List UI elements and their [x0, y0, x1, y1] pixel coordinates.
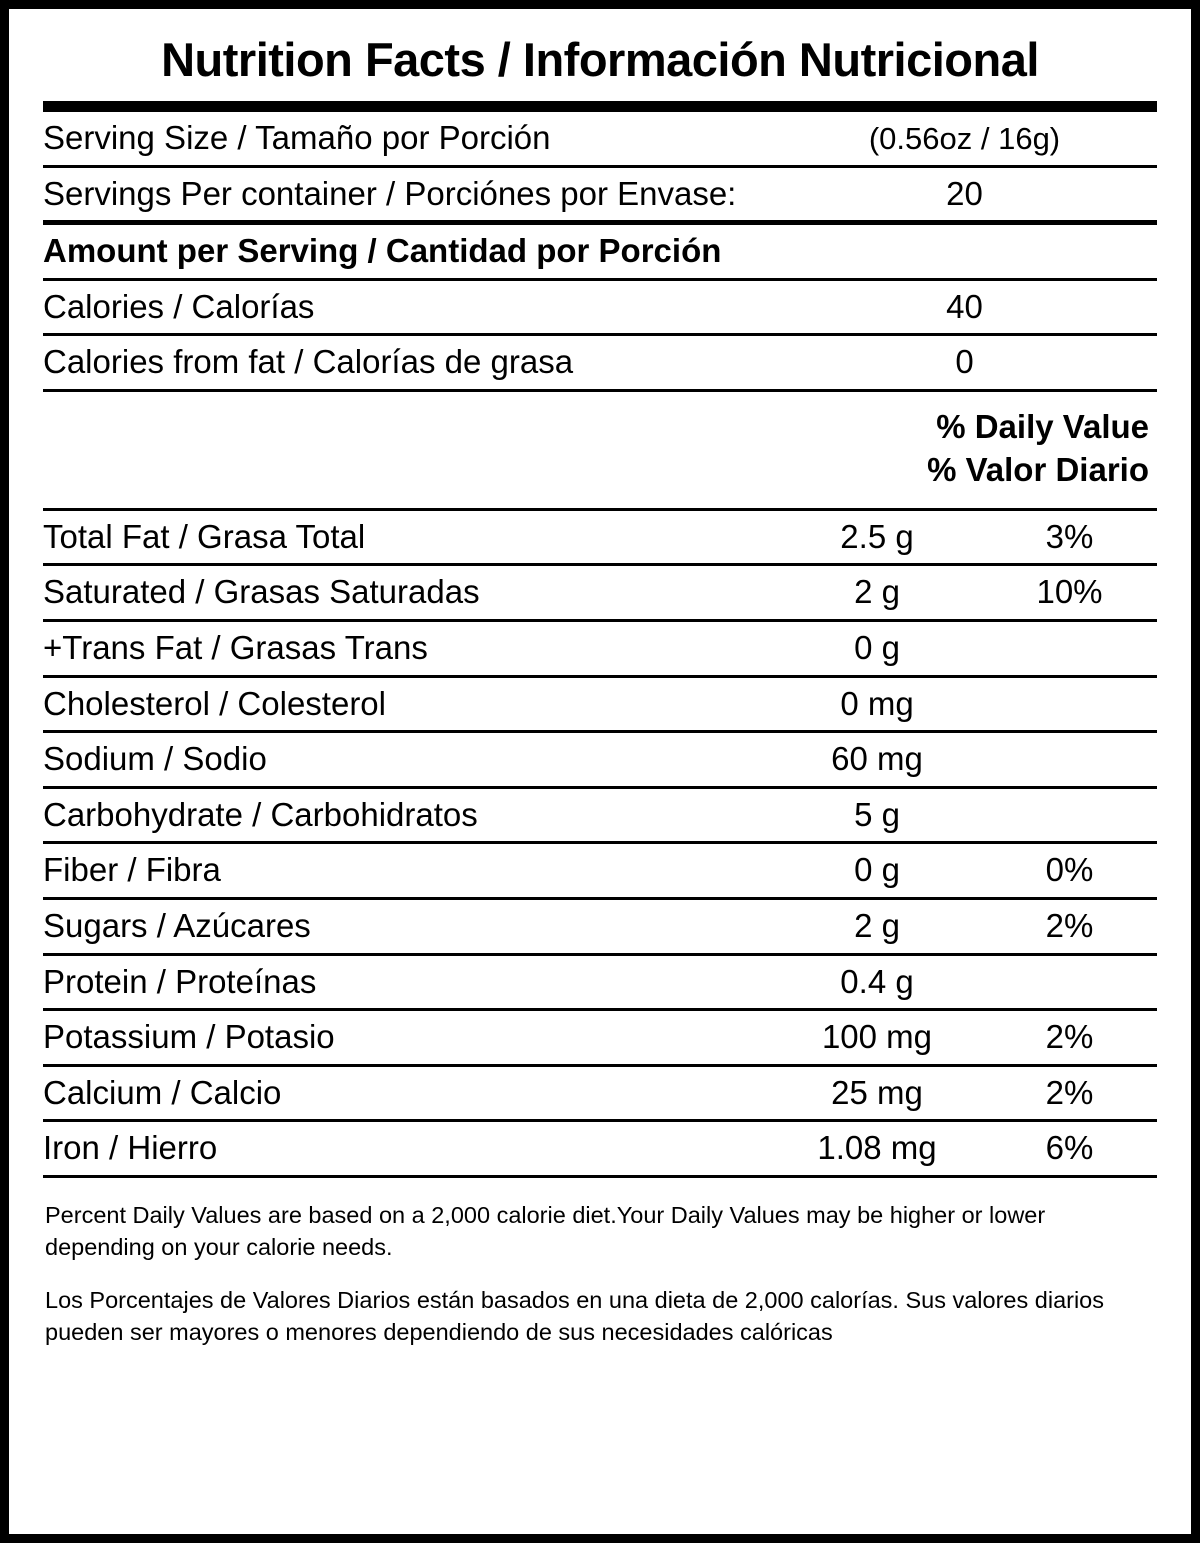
nutrient-amount: 0.4 g [840, 962, 914, 1000]
nutrient-daily-value: 0% [1045, 851, 1094, 889]
nutrient-name: +Trans Fat / Grasas Trans [43, 628, 428, 666]
nutrient-row [43, 900, 1157, 953]
calories-from-fat-row [43, 336, 1157, 389]
nutrient-row [43, 678, 1157, 731]
nutrient-amount: 0 g [854, 628, 900, 666]
nutrient-amount: 0 mg [840, 684, 914, 722]
nutrient-amount: 60 mg [831, 740, 923, 778]
calories-from-fat-value: 0 [955, 343, 974, 381]
nutrient-row [43, 511, 1157, 564]
nutrient-amount: 2 g [854, 573, 900, 611]
nutrient-amount: 1.08 mg [817, 1129, 937, 1167]
nutrient-amount: 2.5 g [840, 517, 914, 555]
amount-per-serving-label: Amount per Serving / Cantidad por Porción [43, 232, 722, 270]
divider-thick-top [43, 101, 1157, 112]
footnote-english: Percent Daily Values are based on a 2,000 calorie diet.Your Daily Values may be higher or lower depending on your calorie needs. [45, 1201, 1046, 1260]
nutrient-row [43, 789, 1157, 842]
footnotes [43, 1178, 1157, 1349]
amount-per-serving-row [43, 225, 1157, 278]
nutrient-row [43, 844, 1157, 897]
nutrient-name: Total Fat / Grasa Total [43, 517, 366, 555]
nutrient-daily-value: 3% [1045, 517, 1094, 555]
nutrient-daily-value: 2% [1045, 1073, 1094, 1111]
nutrient-name: Sodium / Sodio [43, 740, 267, 778]
nutrient-daily-value: 2% [1045, 1018, 1094, 1056]
nutrient-row [43, 1067, 1157, 1120]
nutrient-amount: 100 mg [821, 1018, 933, 1056]
serving-size-row [43, 112, 1157, 165]
calories-value: 40 [946, 287, 983, 325]
daily-value-header-es: % Valor Diario [927, 450, 1149, 488]
nutrient-daily-value: 6% [1045, 1129, 1094, 1167]
calories-row [43, 281, 1157, 334]
nutrient-name: Cholesterol / Colesterol [43, 684, 386, 722]
daily-value-header [43, 392, 1157, 502]
daily-value-header-en: % Daily Value [936, 408, 1149, 446]
servings-per-container-label: Servings Per container / Porciónes por Envase: [43, 174, 737, 212]
nutrient-row [43, 1122, 1157, 1175]
nutrient-name: Protein / Proteínas [43, 962, 317, 1000]
nutrient-row [43, 622, 1157, 675]
nutrient-amount: 5 g [854, 795, 900, 833]
nutrient-row [43, 733, 1157, 786]
calories-from-fat-label: Calories from fat / Calorías de grasa [43, 343, 574, 381]
nutrient-name: Sugars / Azúcares [43, 906, 311, 944]
nutrient-row [43, 956, 1157, 1009]
nutrient-name: Calcium / Calcio [43, 1073, 282, 1111]
nutrient-row [43, 566, 1157, 619]
serving-size-value: (0.56oz / 16g) [868, 121, 1061, 157]
footnote-spanish: Los Porcentajes de Valores Diarios están basados en una dieta de 2,000 calorías. Sus valores diarios pueden ser mayores o menores dependiendo de sus necesidades calóricas [45, 1287, 1105, 1346]
servings-per-container-value: 20 [946, 174, 983, 212]
nutrient-amount: 2 g [854, 906, 900, 944]
nutrient-daily-value: 2% [1045, 906, 1094, 944]
nutrient-name: Carbohydrate / Carbohidratos [43, 795, 478, 833]
nutrient-daily-value: 10% [1036, 573, 1103, 611]
nutrient-name: Iron / Hierro [43, 1129, 218, 1167]
serving-size-label: Serving Size / Tamaño por Porción [43, 119, 551, 157]
nutrient-amount: 25 mg [831, 1073, 923, 1111]
servings-per-container-row [43, 168, 1157, 221]
nutrient-name: Saturated / Grasas Saturadas [43, 573, 480, 611]
calories-label: Calories / Calorías [43, 287, 315, 325]
page-title: Nutrition Facts / Información Nutricional [161, 33, 1039, 86]
nutrient-name: Fiber / Fibra [43, 851, 221, 889]
nutrient-name: Potassium / Potasio [43, 1018, 335, 1056]
nutrient-amount: 0 g [854, 851, 900, 889]
nutrient-row [43, 1011, 1157, 1064]
